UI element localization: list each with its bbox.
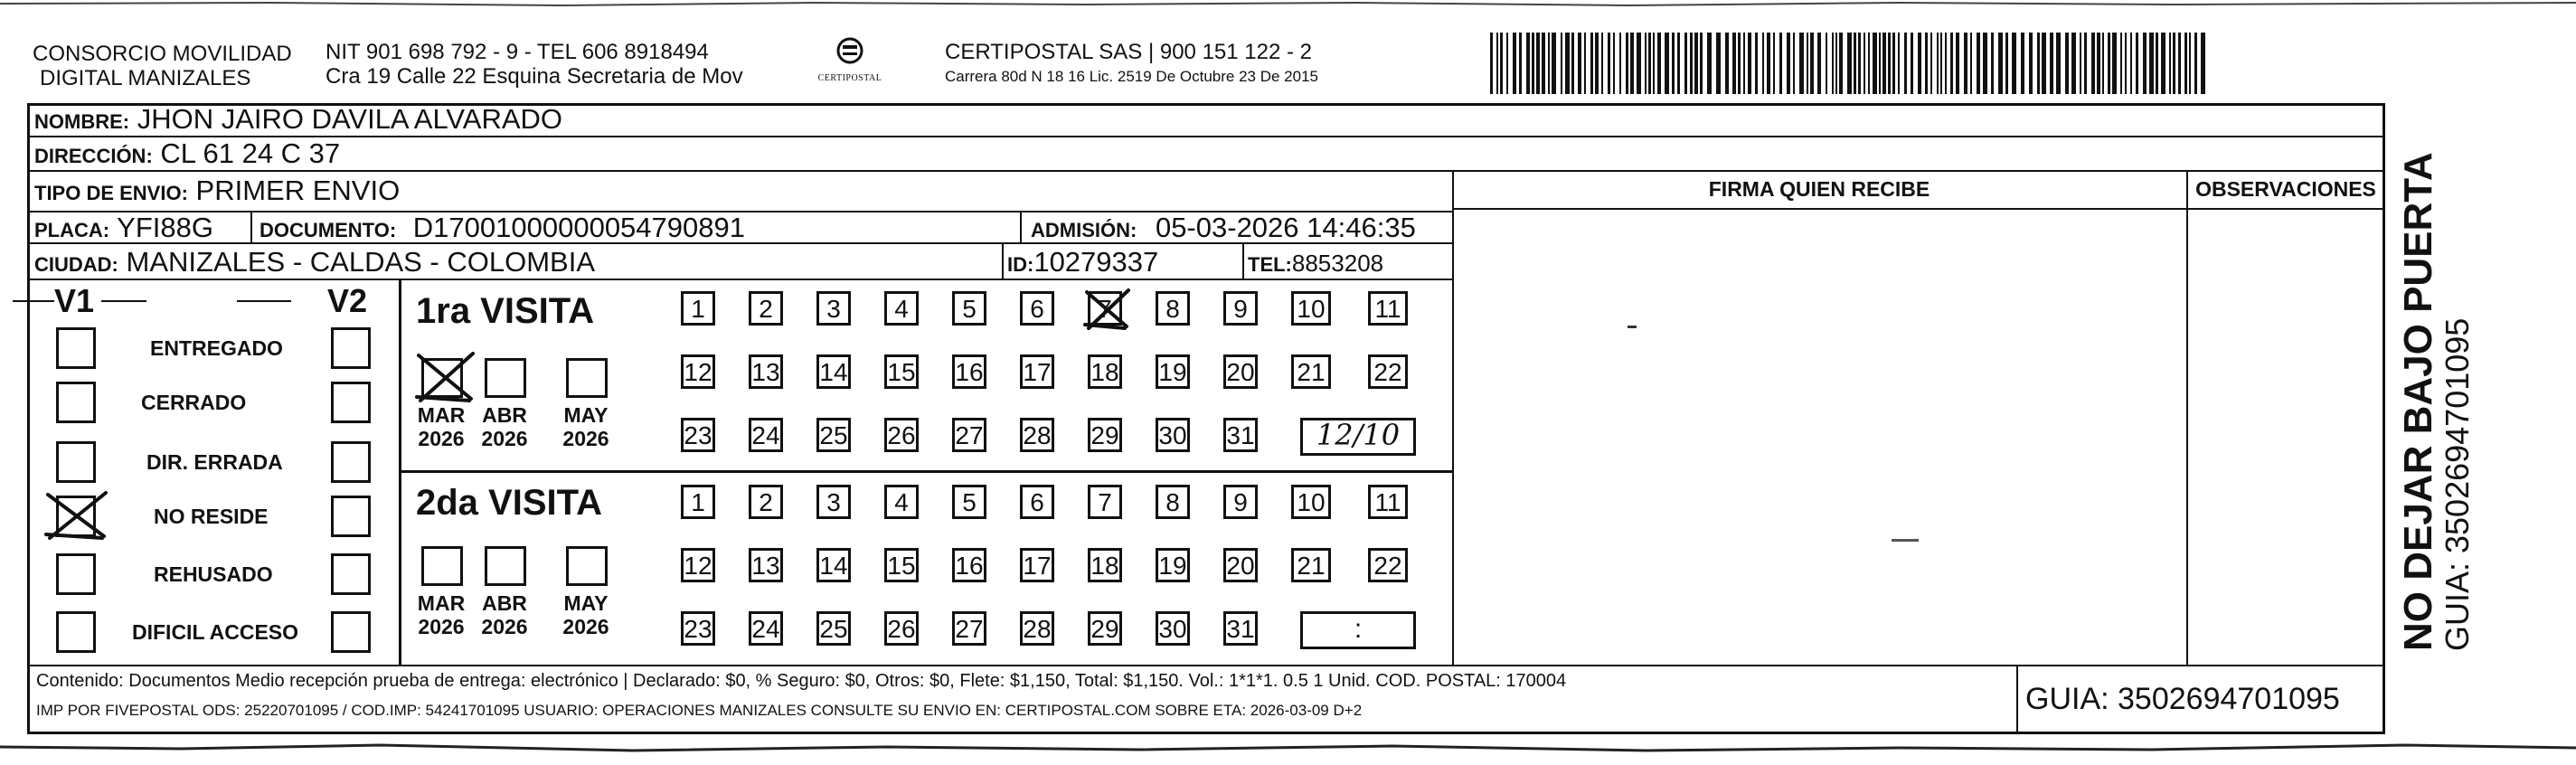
nit-block xyxy=(326,40,743,89)
row-divider xyxy=(27,279,1452,280)
nit-line-2: Cra 19 Calle 22 Esquina Secretaria de Mov xyxy=(326,64,743,89)
day-box[interactable]: 8 xyxy=(1156,291,1190,326)
day-box[interactable]: 22 xyxy=(1368,548,1408,582)
scan-speck xyxy=(1628,326,1637,328)
day-box[interactable]: 29 xyxy=(1088,611,1122,646)
barcode-bar xyxy=(1626,33,1628,94)
barcode-bar xyxy=(1694,33,1698,94)
v2-rule xyxy=(237,300,291,302)
barcode-bar xyxy=(1930,33,1932,94)
col-divider-firma xyxy=(1452,170,1454,665)
placa-label: PLACA: xyxy=(34,219,110,241)
barcode-bar xyxy=(1888,33,1891,94)
month-label xyxy=(559,591,613,638)
barcode-bar xyxy=(1561,33,1562,94)
barcode-bar xyxy=(1970,33,1972,94)
observaciones-header: OBSERVACIONES xyxy=(2195,177,2376,201)
barcode-bar xyxy=(2112,33,2117,94)
barcode-bar xyxy=(2021,33,2024,94)
barcode-bar xyxy=(1672,33,1675,94)
barcode-bar xyxy=(2091,33,2095,94)
v2-label: V2 xyxy=(327,282,368,319)
certipostal-line-1: CERTIPOSTAL SAS | 900 151 122 - 2 xyxy=(945,40,1312,64)
month-year: 2026 xyxy=(562,615,609,638)
barcode-bar xyxy=(1613,33,1615,94)
side-guia-number: GUIA: 3502694701095 xyxy=(2439,317,2476,651)
barcode-bar xyxy=(1500,33,1503,94)
day-box[interactable]: 25 xyxy=(816,418,851,452)
month-name: MAR xyxy=(417,403,466,427)
day-box[interactable]: 21 xyxy=(1291,354,1331,389)
barcode-bar xyxy=(1950,33,1953,94)
barcode-bar xyxy=(1832,33,1834,94)
barcode-bar xyxy=(1810,33,1814,94)
month-name: MAR xyxy=(417,591,466,615)
barcode-bar xyxy=(1898,33,1900,94)
col-divider-id xyxy=(1002,242,1004,279)
barcode-bar xyxy=(2149,33,2154,94)
barcode-bar xyxy=(1578,33,1581,94)
tipo-envio-value: PRIMER ENVIO xyxy=(195,175,401,206)
row-divider xyxy=(27,665,2385,666)
barcode-bar xyxy=(1707,33,1712,94)
barcode-bar xyxy=(1904,33,1907,94)
barcode-bar xyxy=(2042,33,2046,94)
barcode-bar xyxy=(1937,33,1939,94)
day-box[interactable]: 29 xyxy=(1088,418,1122,452)
barcode-bar xyxy=(1513,33,1516,94)
footer-contenido: Contenido: Documentos Medio recepción prueba de entrega: electrónico | Declarado: $0, % Seguro: $0, Otros: $0, Flete: $1,150, Total: $1,150. Vol.: 1*1*1. 0.5 1 Unid. COD. POSTAL: 170004 xyxy=(36,671,1567,691)
v2-checkbox[interactable] xyxy=(331,382,371,423)
barcode-bar xyxy=(1732,33,1736,94)
barcode-bar xyxy=(1665,33,1669,94)
v1-checkbox[interactable] xyxy=(56,553,96,595)
day-box[interactable]: 16 xyxy=(952,548,986,582)
day-box[interactable]: 7 xyxy=(1088,291,1122,326)
barcode-bar xyxy=(1918,33,1921,94)
barcode-bar xyxy=(1595,33,1599,94)
day-box[interactable]: 5 xyxy=(952,291,986,326)
barcode-bar xyxy=(1787,33,1790,94)
barcode-bar xyxy=(1847,33,1852,94)
visit-divider xyxy=(399,470,1452,473)
v2-checkbox[interactable] xyxy=(331,441,371,483)
barcode-bar xyxy=(1677,33,1680,94)
nombre-value: JHON JAIRO DAVILA ALVARADO xyxy=(137,103,563,135)
logo-icon xyxy=(832,36,868,69)
day-box[interactable]: 31 xyxy=(1223,418,1258,452)
footer-imp: IMP POR FIVEPOSTAL ODS: 25220701095 / COD.IMP: 54241701095 USUARIO: OPERACIONES MANIZALES CONSULTE SU ENVIO EN: CERTIPOSTAL.COM SOBRE ETA: 2026-03-09 D+2 xyxy=(36,702,1363,719)
day-box[interactable]: 19 xyxy=(1156,548,1190,582)
id-value: 10279337 xyxy=(1033,246,1159,278)
barcode-bar xyxy=(1601,33,1603,94)
barcode-bar xyxy=(1835,33,1837,94)
barcode-bar xyxy=(1925,33,1928,94)
barcode-bar xyxy=(2201,33,2205,94)
ciudad-label: CIUDAD: xyxy=(34,253,118,276)
day-box[interactable]: 27 xyxy=(952,418,986,452)
barcode-bar xyxy=(2125,33,2127,94)
reason-label: NO RESIDE xyxy=(154,505,269,528)
barcode-bar xyxy=(2143,33,2147,94)
barcode-bar xyxy=(1743,33,1745,94)
barcode-bar xyxy=(1519,33,1522,94)
barcode-bar xyxy=(1748,33,1751,94)
logo-text: CERTIPOSTAL xyxy=(817,73,882,83)
month-year: 2026 xyxy=(418,427,465,450)
placa-value: YFI88G xyxy=(117,212,213,243)
torn-edge-top xyxy=(0,0,2576,13)
barcode-bar xyxy=(2156,33,2158,94)
day-box[interactable]: 4 xyxy=(884,291,919,326)
barcode-bar xyxy=(1490,33,1493,94)
direccion-value: CL 61 24 C 37 xyxy=(160,137,341,169)
certipostal-info xyxy=(945,40,1318,89)
barcode-bar xyxy=(2169,33,2171,94)
time-box[interactable]: : xyxy=(1300,611,1416,649)
barcode-bar xyxy=(1657,33,1661,94)
barcode-bar xyxy=(2065,33,2069,94)
barcode-bar xyxy=(1619,33,1621,94)
barcode-bar xyxy=(1773,33,1775,94)
barcode-bar xyxy=(1496,33,1498,94)
barcode-bar xyxy=(2097,33,2100,94)
barcode-bar xyxy=(1684,33,1687,94)
barcode-bar xyxy=(2084,33,2087,94)
barcode-bar xyxy=(2120,33,2122,94)
barcode-bar xyxy=(2012,33,2016,94)
scan-speck xyxy=(1892,539,1919,542)
barcode-bar xyxy=(1767,33,1770,94)
barcode-bar xyxy=(1571,33,1574,94)
barcode-bar xyxy=(1645,33,1647,94)
admision-cell xyxy=(1031,212,1416,244)
day-box[interactable]: 23 xyxy=(681,611,715,646)
day-box[interactable]: 26 xyxy=(884,611,919,646)
admision-label: ADMISIÓN: xyxy=(1031,219,1137,241)
barcode-bar xyxy=(1940,33,1942,94)
barcode-bar xyxy=(1608,33,1610,94)
reason-label: DIFICIL ACCESO xyxy=(132,620,299,644)
month-checkbox[interactable] xyxy=(421,358,463,398)
visit2-title: 2da VISITA xyxy=(416,483,602,523)
documento-cell xyxy=(259,212,745,244)
v2-checkbox[interactable] xyxy=(331,611,371,653)
month-year: 2026 xyxy=(481,615,528,638)
day-box[interactable]: 15 xyxy=(884,354,919,389)
barcode-bar xyxy=(1911,33,1913,94)
barcode-bar xyxy=(1998,33,2003,94)
admision-value: 05-03-2026 14:46:35 xyxy=(1155,212,1416,243)
barcode-bar xyxy=(1858,33,1861,94)
barcode-bar xyxy=(1738,33,1741,94)
certipostal-logo xyxy=(814,36,886,90)
v2-checkbox[interactable] xyxy=(331,327,371,369)
day-box[interactable]: 7 xyxy=(1088,485,1122,519)
month-checkbox[interactable] xyxy=(421,546,463,586)
month-year: 2026 xyxy=(481,427,528,450)
day-box[interactable]: 11 xyxy=(1368,291,1408,326)
footer-guia-number: GUIA: 3502694701095 xyxy=(2025,682,2340,716)
col-divider-observaciones xyxy=(2186,170,2188,665)
day-box[interactable]: 6 xyxy=(1020,291,1054,326)
barcode-bar xyxy=(1565,33,1570,94)
barcode-bar xyxy=(1725,33,1729,94)
barcode-bar xyxy=(1879,33,1881,94)
id-label: ID: xyxy=(1007,253,1034,276)
barcode-bar xyxy=(2161,33,2166,94)
side-text xyxy=(2398,152,2476,651)
month-name: MAY xyxy=(563,591,609,615)
col-divider-admision xyxy=(1020,211,1022,242)
day-box[interactable]: 6 xyxy=(1020,485,1054,519)
v1-checkbox[interactable] xyxy=(56,382,96,423)
col-divider-placa xyxy=(250,211,252,242)
day-box[interactable]: 9 xyxy=(1223,485,1258,519)
barcode-bar xyxy=(1532,33,1534,94)
documento-value: D17001000000054790891 xyxy=(412,212,745,243)
day-box[interactable]: 30 xyxy=(1156,418,1190,452)
barcode-bar xyxy=(1892,33,1895,94)
day-box[interactable]: 12 xyxy=(681,354,715,389)
day-box[interactable]: 5 xyxy=(952,485,986,519)
nit-line-1: NIT 901 698 792 - 9 - TEL 606 8918494 xyxy=(326,40,709,64)
barcode-bar xyxy=(1637,33,1641,94)
v2-checkbox[interactable] xyxy=(331,553,371,595)
month-checkbox[interactable] xyxy=(485,358,526,398)
barcode-bar xyxy=(1983,33,1987,94)
month-label xyxy=(477,403,532,450)
day-box[interactable]: 28 xyxy=(1020,418,1054,452)
month-year: 2026 xyxy=(418,615,465,638)
barcode-bar xyxy=(2178,33,2181,94)
barcode-bar xyxy=(2130,33,2132,94)
col-divider-tel xyxy=(1242,242,1244,279)
barcode-bar xyxy=(2184,33,2187,94)
row-divider xyxy=(27,136,2385,137)
day-box[interactable]: 31 xyxy=(1223,611,1258,646)
day-box[interactable]: 17 xyxy=(1020,548,1054,582)
day-box[interactable]: 23 xyxy=(681,418,715,452)
v1-checkbox[interactable] xyxy=(56,496,96,537)
company-line-1: CONSORCIO MOVILIDAD xyxy=(33,42,292,66)
handwritten-check-mark xyxy=(415,350,475,402)
day-box[interactable]: 10 xyxy=(1291,291,1331,326)
barcode-bar xyxy=(1584,33,1586,94)
direccion-label: DIRECCIÓN: xyxy=(34,145,153,167)
barcode-bar xyxy=(2029,33,2033,94)
reason-label: REHUSADO xyxy=(154,562,273,586)
barcode-bar xyxy=(1779,33,1782,94)
tel-value: 8853208 xyxy=(1291,250,1384,277)
day-box[interactable]: 24 xyxy=(749,418,783,452)
documento-label: DOCUMENTO: xyxy=(259,219,397,241)
certipostal-line-2: Carrera 80d N 18 16 Lic. 2519 De Octubre 23 De 2015 xyxy=(945,68,1318,85)
barcode-bar xyxy=(2056,33,2061,94)
barcode-bar xyxy=(2108,33,2110,94)
barcode-bar xyxy=(2071,33,2076,94)
day-box[interactable]: 11 xyxy=(1368,485,1408,519)
firma-quien-recibe-header: FIRMA QUIEN RECIBE xyxy=(1708,177,1930,201)
v1-checkbox[interactable] xyxy=(56,441,96,483)
barcode-bar xyxy=(2037,33,2040,94)
day-box[interactable]: 3 xyxy=(816,485,851,519)
v1-checkbox[interactable] xyxy=(56,327,96,369)
day-box[interactable]: 22 xyxy=(1368,354,1408,389)
month-checkbox[interactable] xyxy=(566,358,608,398)
barcode-bar xyxy=(1991,33,1994,94)
barcode-bar xyxy=(1526,33,1530,94)
handwritten-check-mark xyxy=(1083,287,1130,330)
day-box[interactable]: 27 xyxy=(952,611,986,646)
barcode-bar xyxy=(1552,33,1556,94)
v1-rule xyxy=(101,300,146,302)
ciudad-cell xyxy=(34,246,595,279)
barcode-bar xyxy=(1799,33,1804,94)
tel-label: TEL: xyxy=(1248,253,1292,276)
day-box[interactable]: 16 xyxy=(952,354,986,389)
day-box[interactable]: 26 xyxy=(884,418,919,452)
day-box[interactable]: 8 xyxy=(1156,485,1190,519)
month-name: MAY xyxy=(563,403,609,427)
barcode-bar xyxy=(1882,33,1886,94)
barcode-bar xyxy=(2080,33,2081,94)
tel-cell xyxy=(1248,250,1383,278)
v2-checkbox[interactable] xyxy=(331,496,371,537)
barcode-bar xyxy=(2102,33,2104,94)
month-year: 2026 xyxy=(562,427,609,450)
day-box[interactable]: 1 xyxy=(681,485,715,519)
day-box[interactable]: 17 xyxy=(1020,354,1054,389)
day-box[interactable]: 30 xyxy=(1156,611,1190,646)
barcode xyxy=(1490,33,2213,94)
month-name: ABR xyxy=(482,591,527,615)
col-divider-guia xyxy=(2016,665,2018,734)
barcode-bar xyxy=(2005,33,2008,94)
barcode-bar xyxy=(2136,33,2138,94)
day-box[interactable]: 2 xyxy=(749,485,783,519)
day-box[interactable]: 19 xyxy=(1156,354,1190,389)
barcode-bar xyxy=(1506,33,1508,94)
company-line-2: DIGITAL MANIZALES xyxy=(40,66,251,90)
visit1-title: 1ra VISITA xyxy=(416,291,595,331)
v1-label: V1 xyxy=(54,282,95,319)
time-box[interactable]: 12/10 xyxy=(1300,418,1416,456)
day-box[interactable]: 28 xyxy=(1020,611,1054,646)
barcode-bar xyxy=(1817,33,1821,94)
month-name: ABR xyxy=(482,403,527,427)
day-box[interactable]: 10 xyxy=(1291,485,1331,519)
month-label xyxy=(559,403,613,450)
month-checkbox[interactable] xyxy=(485,546,526,586)
day-box[interactable]: 13 xyxy=(749,548,783,582)
day-box[interactable]: 18 xyxy=(1088,354,1122,389)
day-box[interactable]: 14 xyxy=(816,548,851,582)
barcode-bar xyxy=(1690,33,1693,94)
v1-checkbox[interactable] xyxy=(56,611,96,653)
month-label xyxy=(414,591,468,638)
barcode-bar xyxy=(1864,33,1865,94)
day-box[interactable]: 13 xyxy=(749,354,783,389)
day-box[interactable]: 18 xyxy=(1088,548,1122,582)
barcode-bar xyxy=(1648,33,1651,94)
day-box[interactable]: 15 xyxy=(884,548,919,582)
row-divider xyxy=(1452,208,2385,210)
barcode-bar xyxy=(1956,33,1959,94)
month-label xyxy=(414,403,468,450)
tipo-envio-row xyxy=(34,175,400,207)
barcode-bar xyxy=(1542,33,1545,94)
id-cell xyxy=(1007,246,1158,279)
barcode-bar xyxy=(1630,33,1634,94)
day-box[interactable]: 9 xyxy=(1223,291,1258,326)
row-divider xyxy=(27,170,2385,172)
barcode-bar xyxy=(1755,33,1758,94)
barcode-bar xyxy=(1873,33,1877,94)
no-dejar-bajo-puerta: NO DEJAR BAJO PUERTA xyxy=(2396,152,2440,651)
barcode-bar xyxy=(1854,33,1856,94)
barcode-bar xyxy=(2189,33,2191,94)
reason-label: ENTREGADO xyxy=(150,336,283,360)
v1-rule xyxy=(13,300,54,302)
day-box[interactable]: 3 xyxy=(816,291,851,326)
reason-label: DIR. ERRADA xyxy=(146,450,283,474)
barcode-bar xyxy=(1868,33,1870,94)
barcode-bar xyxy=(2194,33,2197,94)
barcode-bar xyxy=(1964,33,1967,94)
barcode-bar xyxy=(1536,33,1540,94)
nombre-row xyxy=(34,103,562,136)
reason-label: CERRADO xyxy=(141,391,247,414)
day-box[interactable]: 20 xyxy=(1223,548,1258,582)
day-box[interactable]: 12 xyxy=(681,548,715,582)
barcode-bar xyxy=(1762,33,1764,94)
barcode-bar xyxy=(1945,33,1947,94)
day-box[interactable]: 24 xyxy=(749,611,783,646)
month-label xyxy=(477,591,532,638)
barcode-bar xyxy=(1590,33,1593,94)
nombre-label: NOMBRE: xyxy=(34,110,130,133)
handwritten-check-mark xyxy=(44,489,108,540)
barcode-bar xyxy=(1716,33,1721,94)
day-box[interactable]: 2 xyxy=(749,291,783,326)
month-checkbox[interactable] xyxy=(566,546,608,586)
day-box[interactable]: 21 xyxy=(1291,548,1331,582)
day-box[interactable]: 14 xyxy=(816,354,851,389)
company-name xyxy=(33,42,292,90)
tipo-envio-label: TIPO DE ENVIO: xyxy=(34,182,188,204)
day-box[interactable]: 4 xyxy=(884,485,919,519)
day-box[interactable]: 20 xyxy=(1223,354,1258,389)
barcode-bar xyxy=(1826,33,1827,94)
barcode-bar xyxy=(2050,33,2053,94)
ciudad-value: MANIZALES - CALDAS - COLOMBIA xyxy=(126,246,596,278)
torn-edge xyxy=(0,740,2576,765)
barcode-bar xyxy=(1700,33,1703,94)
barcode-bar xyxy=(1807,33,1808,94)
day-box[interactable]: 25 xyxy=(816,611,851,646)
barcode-bar xyxy=(1977,33,1980,94)
placa-cell xyxy=(34,212,213,244)
barcode-bar xyxy=(1653,33,1655,94)
barcode-bar xyxy=(1793,33,1795,94)
direccion-row xyxy=(34,137,340,170)
day-box[interactable]: 1 xyxy=(681,291,715,326)
barcode-bar xyxy=(1839,33,1843,94)
barcode-bar xyxy=(2173,33,2175,94)
barcode-bar xyxy=(1548,33,1550,94)
